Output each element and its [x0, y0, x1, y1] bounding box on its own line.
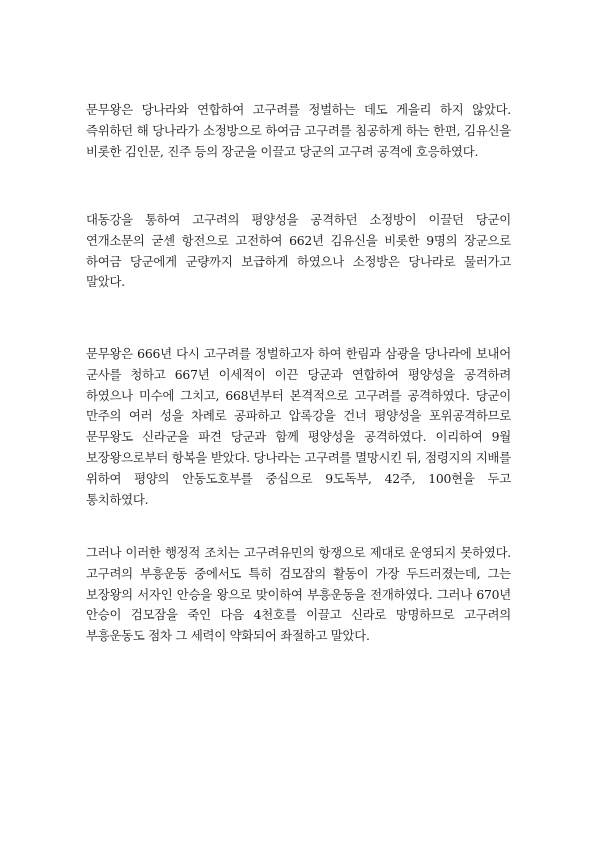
paragraph-2: 대동강을 통하여 고구려의 평양성을 공격하던 소정방이 이끌던 당군이 연개소문의 굳센 항전으로 고전하여 662년 김유신을 비롯한 9명의 장군으로 하여금 당군에게 군량까지 보급하게 하였으나 소정방은 당나라로 물러가고 말았다.: [86, 212, 511, 290]
paragraph-4: 그러나 이러한 행정적 조치는 고구려유민의 항쟁으로 제대로 운영되지 못하였다. 고구려의 부흥운동 중에서도 특히 검모잠의 활동이 가장 두드러졌는데, 그는 보장왕의 서자인 안승을 왕으로 맞이하여 부흥운동을 전개하였다. 그러나 670년 안승이 검모잠을 죽인 다음 4천호를 이끌고 신라로 망명하므로 고구려의 부흥운동도 점차 그 세력이 약화되어 좌절하고 말았다.: [86, 545, 511, 644]
paragraph-3: 문무왕은 666년 다시 고구려를 정벌하고자 하여 한림과 삼광을 당나라에 보내어 군사를 청하고 667년 이세적이 이끈 당군과 연합하여 평양성을 공격하려 하였으나 미수에 그치고, 668년부터 본격적으로 고구려를 공격하였다. 당군이 만주의 여러 성을 차례로 공파하고 압록강을 건너 평양성을 포위공격하므로 문무왕도 신라군을 파견 당군과 함께 평양성을 공격하였다. 이리하여 9월 보장왕으로부터 항복을 받았다. 당나라는 고구려를 멸망시킨 뒤, 점령지의 지배를 위하여 평양의 안동도호부를 중심으로 9도독부, 42주, 100현을 두고 통치하였다.: [86, 346, 511, 507]
paragraph-1: 문무왕은 당나라와 연합하여 고구려를 정벌하는 데도 게을리 하지 않았다. 즉위하던 해 당나라가 소정방으로 하여금 고구려를 침공하게 하는 한편, 김유신을 비롯한 김인문, 진주 등의 장군을 이끌고 당군의 고구려 공격에 호응하였다.: [86, 102, 511, 159]
